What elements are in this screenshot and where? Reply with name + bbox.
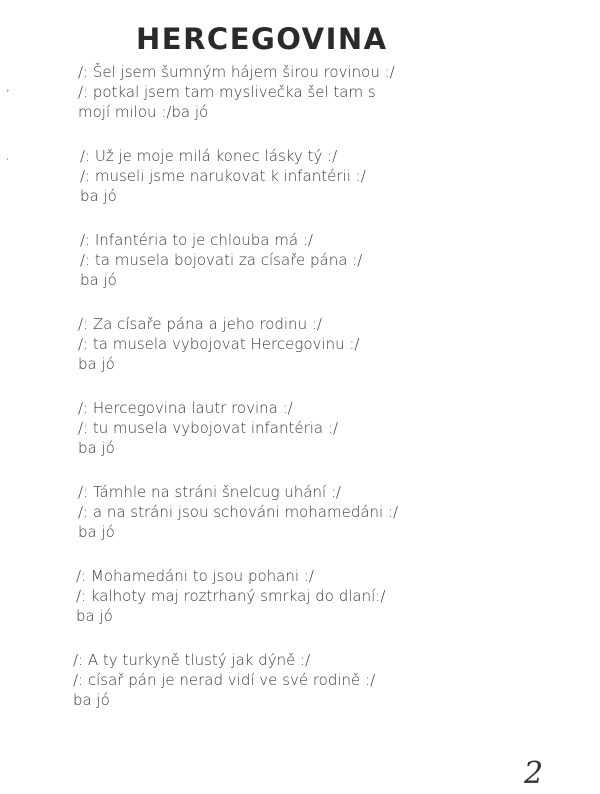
lyric-line: ba jó [80, 271, 117, 289]
lyric-line: /: císař pán je nerad vidí ve své rodině :/ [73, 671, 376, 689]
stanza-5 [78, 398, 338, 458]
lyric-line: /: Támhle na stráni šnelcug uhání :/ [78, 483, 341, 501]
lyric-line: ba jó [78, 523, 115, 541]
lyric-line: ba jó [73, 691, 110, 709]
lyric-line: /: tu musela vybojovat infantéria :/ [78, 419, 339, 437]
lyric-line: ba jó [76, 607, 113, 625]
lyric-line: /: potkal jsem tam myslivečka šel tam s [78, 83, 376, 101]
stanza-1 [78, 62, 395, 122]
lyric-line: /: ta musela bojovati za císaře pána :/ [80, 251, 363, 269]
lyric-line: /: ta musela vybojovat Hercegovinu :/ [78, 335, 360, 353]
page-title: HERCEGOVINA [136, 22, 388, 56]
lyric-line: ba jó [80, 187, 117, 205]
margin-mark: ‚ [6, 152, 9, 161]
stanza-3 [80, 230, 362, 290]
lyric-line: /: Infantéria to je chlouba má :/ [80, 231, 313, 249]
page-number: 2 [524, 756, 544, 791]
lyric-line: /: Za císaře pána a jeho rodinu :/ [78, 315, 322, 333]
margin-mark: › [6, 86, 10, 95]
stanza-4 [78, 314, 359, 374]
lyric-line: /: A ty turkyně tlustý jak dýně :/ [73, 651, 311, 669]
stanza-7 [76, 566, 385, 626]
stanza-8 [73, 650, 375, 710]
lyric-line: /: Hercegovina lautr rovina :/ [78, 399, 293, 417]
lyric-line: mojí milou :/ba jó [78, 103, 209, 121]
lyric-line: ba jó [78, 439, 115, 457]
lyric-line: /: museli jsme narukovat k infantérii :/ [80, 167, 366, 185]
stanza-2 [80, 146, 366, 206]
lyric-line: /: Už je moje milá konec lásky tý :/ [80, 147, 338, 165]
lyric-line: /: Šel jsem šumným hájem širou rovinou :/ [78, 63, 395, 81]
lyric-line: ba jó [78, 355, 115, 373]
lyric-line: /: kalhoty maj roztrhaný smrkaj do dlaní:/ [76, 587, 386, 605]
stanza-6 [78, 482, 398, 542]
lyric-line: /: a na stráni jsou schováni mohamedáni :/ [78, 503, 399, 521]
lyric-line: /: Mohamedáni to jsou pohani :/ [76, 567, 314, 585]
